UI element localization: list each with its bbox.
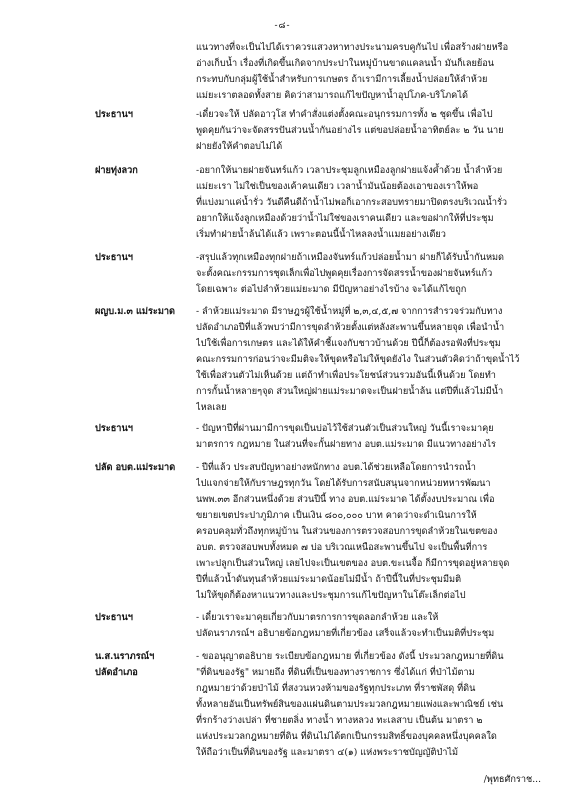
entry-line: ไม่ให้ขุดก็ต้องหาแนวทางและประชุมการแก้ไขปัญหาในโต๊ะเล็กต่อไป [196, 590, 466, 601]
entry-line: อ่างเก็บน้ำ เรื่องที่เกิดขึ้นเกิดจากประปาในหมู่บ้านขาดแคลนน้ำ มันก็เลยย้อน [196, 58, 495, 69]
entry-line: นพพ.๓๓ อีกส่วนหนึ่งด้วย ส่วนปีนี้ ทาง อบต.แม่ระมาด ได้ตั้งงบประมาณ เพื่อ [196, 494, 495, 505]
entry-line: เพาะปลูกเป็นส่วนใหญ่ เลยไปจะเป็นเขตของ อบต.ขะเนจื้อ ก็มีการขุดอยู่หลายจุด [196, 558, 510, 569]
speaker-label: ฝายทุ่งลวก [95, 165, 138, 176]
entry-line: แนวทางที่จะเป็นไปได้เราควรแสวงหาทางประนามครบคูกันไป เพื่อสร้างฝายหรือ [196, 42, 509, 53]
entry-line: ที่รกร้างว่างเปล่า ที่ชายตลิ่ง ทางน้ำ ทางหลวง ทะเลสาบ เป็นต้น มาตรา ๒ [196, 715, 483, 726]
entry-line: กระทบกับกลุ่มผู้ใช้น้ำสำหรับการเกษตร ถ้าเรามีการเลี้ยงน้ำปล่อยให้ลำห้วย [196, 74, 488, 85]
entry-line: แม่ยะเรา ไม่ใช่เป็นของเค้าคนเดียว เวลาน้ำมันน้อยต้องเอาของเราให้พอ [196, 181, 479, 192]
entry-line: มาตรการ กฎหมาย ในส่วนที่จะกั้นฝายทาง อบต.แม่ระมาด มีแนวทางอย่างไร [196, 439, 496, 450]
entry-line: โดยเฉพาะ ต่อไปลำห้วยแม่ยะมาด มีปัญหาอย่างไรบ้าง จะได้แก้ไขถูก [196, 284, 467, 295]
page-number: -๘- [274, 21, 291, 31]
entry-line: - ปีที่แล้ว ประสบปัญหาอย่างหนักทาง อบต.ได้ช่วยเหลือโดยการนำรถน้ำ [196, 462, 476, 473]
entry-line: - ขออนุญาตอธิบาย ระเบียบข้อกฎหมาย ที่เกี่ยวข้อง ดังนี้ ประมวลกฎหมายที่ดิน [196, 651, 504, 662]
speaker-label: ผญบ.ม.๓ แม่ระมาด [95, 306, 176, 317]
entry-line: แม่ยะเราตลอดทั้งสาย คิดว่าสามารถแก้ไขปัญหาน้ำอุปโภค-บริโภคได้ [196, 90, 468, 101]
entry-line: ฝายยังให้คำตอบไม่ได้ [196, 141, 283, 152]
entry-line: ให้ถือว่าเป็นที่ดินของรัฐ และมาตรา ๔(๑) แห่งพระราชบัญญัติป่าไม้ [196, 747, 459, 758]
entry-line: ไปใช้เพื่อการเกษตร และได้ให้คำชี้แจงกับชาวบ้านด้วย ปีนี้ก็ต้องรอฟังที่ประชุม [196, 338, 501, 349]
entry-line: ปลัดนราภรณ์ฯ อธิบายข้อกฎหมายที่เกี่ยวข้อง เสร็จแล้วจะทำเป็นมติที่ประชุม [196, 628, 495, 639]
entry-line: ที่แบ่งมาแค่น้ำรั่ว วันดีคืนดีถ้าน้ำไม่พอก็เอากระสอบทรายมาปิดตรงบริเวณน้ำรั่ว [196, 197, 508, 208]
entry-line: คณะกรรมการก่อนว่าจะมีมติจะให้ขุดหรือไม่ให้ขุดยังไง ในส่วนตัวคิดว่าถ้าขุดน้ำไว้ [196, 354, 520, 365]
entry-line: ครอบคลุมทั่วถึงทุกหมู่บ้าน ในส่วนของการตรวจสอบการขุดลำห้วยในเขตของ [196, 526, 498, 537]
entry-line: อบต. ตรวจสอบพบทั้งหมด ๗ บ่อ บริเวณเหนือสะพานขึ้นไป จะเป็นพื้นที่การ [196, 542, 488, 553]
entry-line: ไหลเลย [196, 402, 227, 413]
speaker-label: ประธานฯ [95, 252, 133, 263]
entry-line: แห่งประมวลกฎหมายที่ดิน ที่ดินไม่ได้ตกเป็นกรรมสิทธิ์ของบุคคลหนึ่งบุคคลใด [196, 731, 497, 742]
speaker-label: น.ส.นราภรณ์ฯ [95, 651, 155, 662]
entry-line: ไปแจกจ่ายให้กับราษฎรทุกวัน โดยได้รับการสนับสนุนจากหน่วยทหารพัฒนา [196, 478, 491, 489]
entry-line: การกั้นน้ำหลายๆจุด ส่วนใหญ่ฝายแม่ระมาดจะเป็นฝายน้ำล้น แต่ปีที่แล้วไม่มีน้ำ [196, 386, 504, 397]
speaker-label: ปลัด อบต.แม่ระมาด [95, 462, 176, 473]
entry-line: ทั้งหลายอันเป็นทรัพย์สินของแผ่นดินตามประมวลกฎหมายแพ่งและพาณิชย์ เช่น [196, 699, 504, 710]
entry-line: -อยากให้นายฝายจันทร์แก้ว เวลาประชุมลูกเหมืองลูกฝายแจ้งค้ำด้วย น้ำลำห้วย [196, 165, 503, 176]
entry-line: พูดคุยกันว่าจะจัดสรรปันส่วนน้ำกันอย่างไร แต่ขอปล่อยน้ำอาทิตย์ละ ๒ วัน นาย [196, 125, 504, 136]
entry-line: ปีที่แล้วน้ำดันทุนลำห้วยแม่ระมาดน้อยไม่มีน้ำ ถ้าปีนี้ในที่ประชุมมีมติ [196, 574, 462, 585]
entry-line: จะตั้งคณะกรรมการชุดเล็กเพื่อไปพูดคุยเรื่องการจัดสรรน้ำของฝายจันทร์แก้ว [196, 268, 493, 279]
speaker-label: ประธานฯ [95, 109, 133, 120]
entry-line: ใช้เพื่อส่วนตัวไม่เห็นด้วย แต่ถ้าทำเพื่อประโยชน์ส่วนรวมอันนี้เห็นด้วย โดยทำ [196, 370, 496, 381]
entry-line: เริ่มทำฝายน้ำล้นได้แล้ว เพราะตอนนี้น้ำไหลลงน้ำแมยอย่างเดียว [196, 229, 446, 240]
speaker-label: ประธานฯ [95, 423, 133, 434]
speaker-title: ปลัดอำเภอ [95, 667, 138, 678]
entry-line: ปลัดอำเภอปีที่แล้วพบว่ามีการขุดลำห้วยตั้งแต่หลังสะพานขึ้นหลายจุด เพื่อนำน้ำ [196, 322, 505, 333]
entry-line: ขยายเขตประปาภูมิภาค เป็นเงิน ๘๐๐,๐๐๐ บาท คาดว่าจะดำเนินการให้ [196, 510, 477, 521]
entry-line: -สรุปแล้วทุกเหมืองทุกฝายถ้าเหมืองจันทร์แก้วปล่อยน้ำมา ฝายก็ได้รับน้ำกันหมด [196, 252, 505, 263]
entry-line: - เดี๋ยวเราจะมาคุยเกี่ยวกับมาตรการการขุดลอกลำห้วย และให้ [196, 612, 439, 623]
entry-line: อยากให้แจ้งลูกเหมืองด้วยว่าน้ำไม่ใช่ของเราคนเดียว และขอฝากให้ที่ประชุม [196, 213, 494, 224]
entry-line: "ที่ดินของรัฐ" หมายถึง ที่ดินที่เป็นของทางราชการ ซึ่งได้แก่ ที่ป่าไม้ตาม [196, 667, 475, 678]
continuation-note: /พุทธศักราช... [483, 774, 541, 785]
entry-line: - ปัญหาปีที่ผ่านมามีการขุดเป็นบ่อไว้ใช้ส่วนตัวเป็นส่วนใหญ่ วันนี้เราจะมาคุย [196, 423, 494, 434]
entry-line: กฎหมายว่าด้วยป่าไม้ ที่สงวนหวงห้ามของรัฐทุกประเภท ที่ราชพัสดุ ที่ดิน [196, 683, 476, 694]
entry-line: -เดี๋ยวจะให้ ปลัดอาวุโส ทำคำสั่งแต่งตั้งคณะอนุกรรมการทั้ง ๒ ชุดขึ้น เพื่อไป [196, 109, 493, 120]
entry-line: - ลำห้วยแม่ระมาด มีราษฎรผู้ใช้น้ำหมู่ที่ ๒,๓,๔,๕,๗ จากการสำรวจร่วมกับทาง [196, 306, 503, 317]
speaker-label: ประธานฯ [95, 612, 133, 623]
